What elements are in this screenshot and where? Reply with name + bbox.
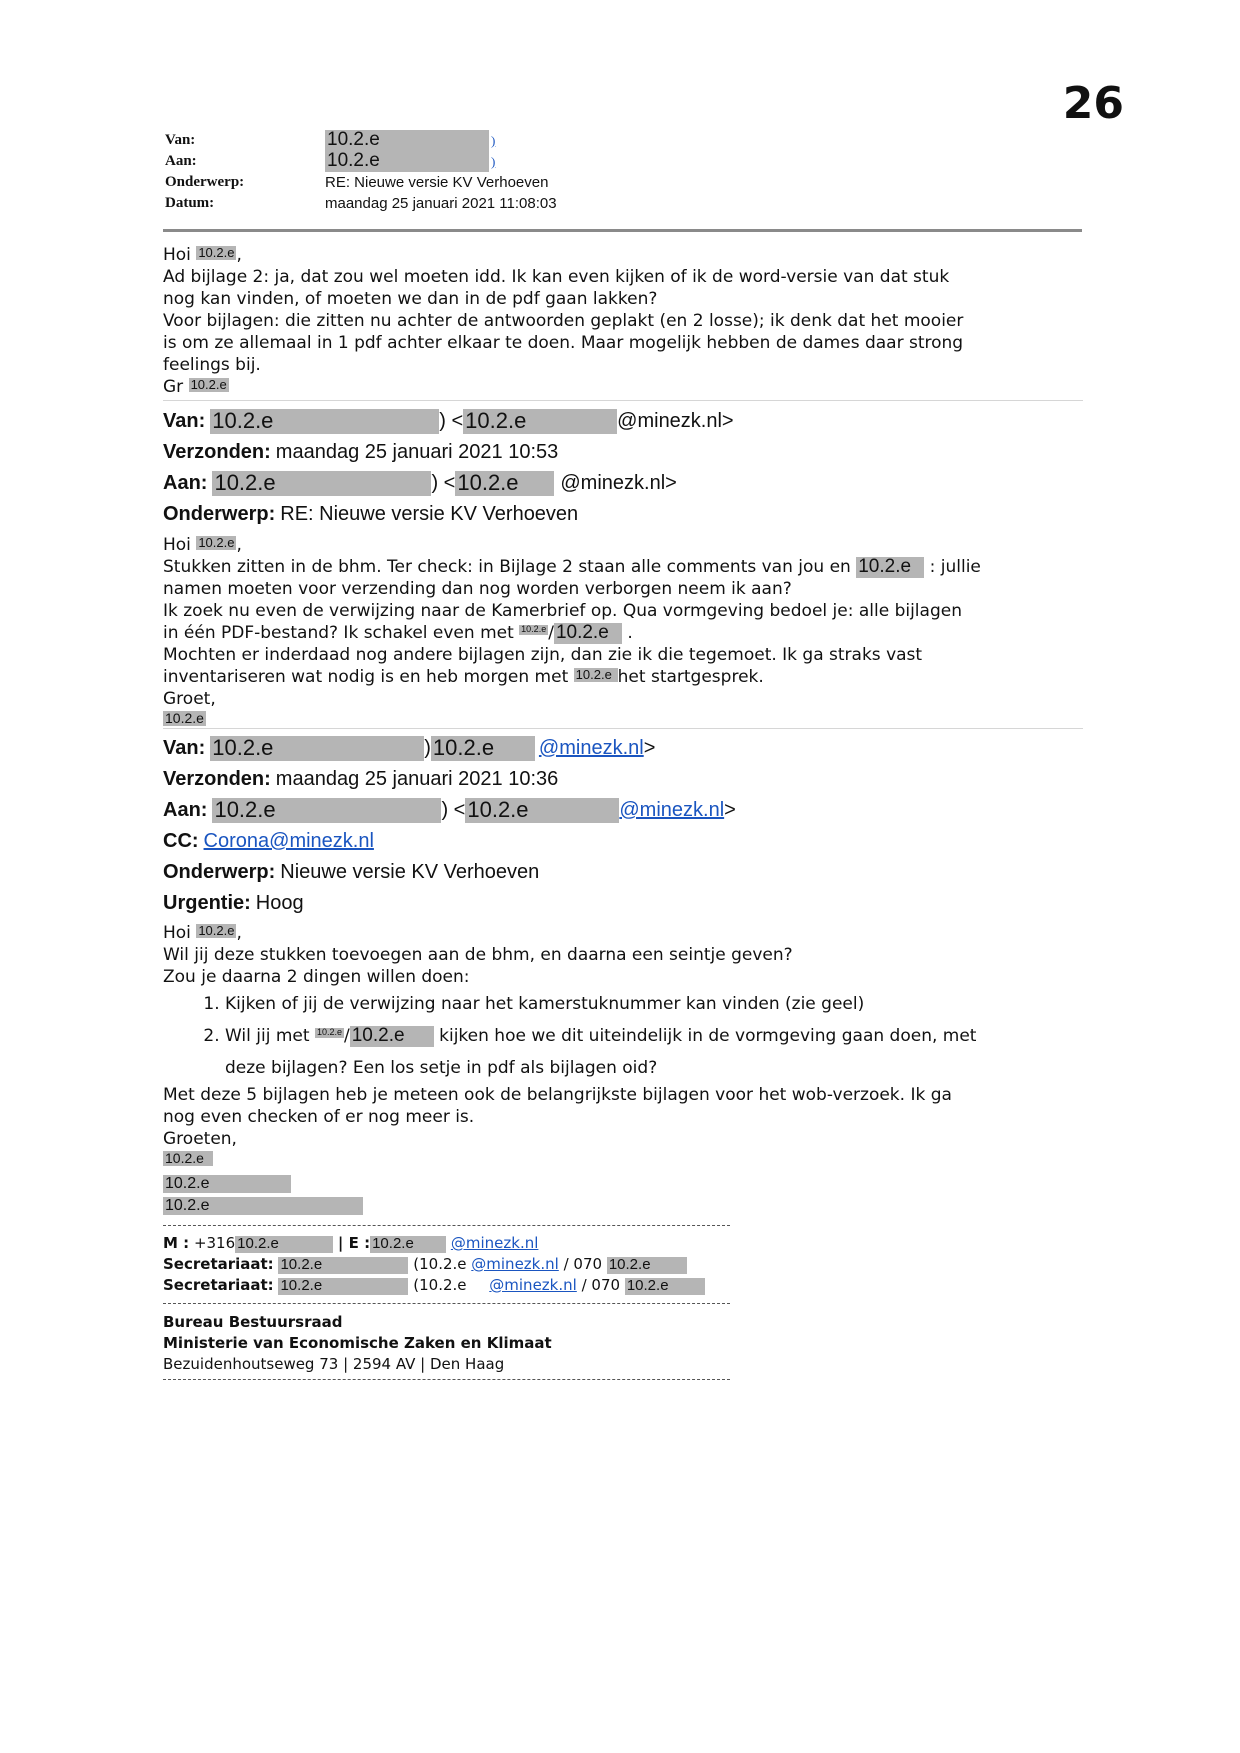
- signature-divider: [163, 1303, 730, 1304]
- redacted-signature: 10.2.e: [165, 710, 204, 726]
- mail2-line1a: Stukken zitten in de bhm. Ter check: in Bijlage 2 staan alle comments van jou en: [163, 557, 851, 577]
- task-item-2a: Wil jij met: [225, 1026, 310, 1046]
- redacted-signature: 10.2.e: [163, 1151, 213, 1166]
- mail3-sent-date: maandag 25 januari 2021 10:36: [275, 768, 559, 790]
- header-divider: [163, 229, 1082, 232]
- mail2-aan-label: Aan:: [163, 472, 208, 494]
- redacted-name: 10.2.e: [856, 557, 924, 578]
- mail3-header: Van: 10.2.e ) 10.2.e @minezk.nl > Verzonden: maandag 25 januari 2021 10:36 Aan: 10.2.e ) < 10.2.e @minezk.nl > CC: Corona@minezk.nl Onderwerp: Nieuwe versie KV Verhoeven Urgentie: Hoog: [163, 735, 736, 914]
- contact-block: [163, 1233, 705, 1296]
- mail1-greeting: Hoi: [163, 245, 191, 265]
- redacted-email: 10.2.e: [455, 471, 554, 495]
- mobile-prefix: +316: [193, 1234, 236, 1252]
- mail3-van-label: Van:: [163, 737, 206, 759]
- redacted-name: 10.2.e: [278, 1257, 408, 1274]
- redacted-name: 10.2.e: [554, 623, 622, 644]
- mail3-recipient-email-link[interactable]: @minezk.nl: [619, 799, 725, 821]
- mail2-line1b: : jullie: [929, 557, 981, 577]
- signature-divider: [163, 1225, 730, 1226]
- mail3-body: Hoi 10.2.e , Wil jij deze stukken toevoegen aan de bhm, en daarna een seintje geven? Zou je daarna 2 dingen willen doen: 1. Kijken of jij de verwijzing naar het kamerstuknummer kan vinden (zie geel) 2. Wil jij met 10.2.e / 10.2.e kijken hoe we dit uiteindelijk in de vormgeving gaan doen, met deze bijlagen? Een los setje in pdf als bijlagen oid? Met deze 5 bijlagen heb je meteen ook de belangrijkste bijlagen voor het wob-verzoek. Ik ga nog even checken of er nog meer is. Groeten, 10.2.e 10.2.e 10.2.e: [163, 922, 1083, 1216]
- mail1-body: Hoi 10.2.e , Ad bijlage 2: ja, dat zou wel moeten idd. Ik kan even kijken of ik de word-versie van dat stuk nog kan vinden, of moeten we dan in de pdf gaan lakken? Voor bijlagen: die zitten nu achter de antwoorden geplakt (en 2 losse); ik denk dat het mooier is om ze allemaal in 1 pdf achter elkaar te doen. Maar mogelijk hebben de dames daar strong feelings bij. Gr 10.2.e: [163, 244, 1083, 398]
- task-item-2c: deze bijlagen? Een los setje in pdf als bijlagen oid?: [225, 1058, 658, 1078]
- mail2-onderwerp-label: Onderwerp:: [163, 503, 276, 525]
- mail2-subject: RE: Nieuwe versie KV Verhoeven: [280, 503, 579, 525]
- redacted-name: 10.2.e: [521, 624, 547, 634]
- mail2-signoff: Groet,: [163, 689, 216, 709]
- datum-label: Datum:: [165, 195, 215, 211]
- mail3-line1: Wil jij deze stukken toevoegen aan de bhm, en daarna een seintje geven?: [163, 945, 793, 965]
- mail1-line1: Ad bijlage 2: ja, dat zou wel moeten idd. Ik kan even kijken of ik de word-versie van dat stuk: [163, 267, 950, 287]
- redacted-name: 10.2.e: [278, 1278, 408, 1295]
- redacted-email: 10.2.e: [465, 798, 619, 822]
- date: maandag 25 januari 2021 11:08:03: [325, 195, 557, 212]
- mail3-line2: Zou je daarna 2 dingen willen doen:: [163, 967, 470, 987]
- redacted-name: 10.2.e: [198, 923, 235, 938]
- redacted-email: 10.2.e: [431, 736, 535, 760]
- mail2-verzonden-label: Verzonden:: [163, 441, 271, 463]
- mail1-line4: is om ze allemaal in 1 pdf achter elkaar te doen. Maar mogelijk hebben de dames daar strong: [163, 333, 964, 353]
- mail2-van-label: Van:: [163, 410, 206, 432]
- mail3-verzonden-label: Verzonden:: [163, 768, 271, 790]
- redacted-signature: 10.2.e: [163, 1175, 291, 1193]
- redacted-email: 10.2.e: [463, 409, 617, 433]
- mail2-line6a: inventariseren wat nodig is en heb morgen met: [163, 667, 569, 687]
- mail3-cc-link[interactable]: Corona@minezk.nl: [203, 830, 374, 852]
- mail2-domain: @minezk.nl>: [617, 410, 734, 432]
- mail3-cc-label: CC:: [163, 830, 199, 852]
- mail2-header: Van: 10.2.e ) < 10.2.e @minezk.nl> Verzonden: maandag 25 januari 2021 10:53 Aan: 10.2.e ) < 10.2.e @minezk.nl> Onderwerp: RE: Nieuwe versie KV Verhoeven: [163, 408, 734, 525]
- redacted-name: 10.2.e: [198, 535, 235, 550]
- secretariaat-paren: (10.2.e: [413, 1276, 467, 1294]
- page-number: 26: [1062, 78, 1124, 129]
- mail3-line4: nog even checken of er nog meer is.: [163, 1107, 475, 1127]
- onderwerp-label: Onderwerp:: [165, 174, 245, 190]
- mail3-line3: Met deze 5 bijlagen heb je meteen ook de belangrijkste bijlagen voor het wob-verzoek. Ik ga: [163, 1085, 952, 1105]
- mail3-signoff: Groeten,: [163, 1129, 237, 1149]
- mail3-aan-label: Aan:: [163, 799, 208, 821]
- van-label: Van:: [165, 132, 196, 148]
- mail-separator: [163, 400, 1083, 401]
- redacted-name: 10.2.e: [198, 245, 235, 260]
- redacted-phone: 10.2.e: [625, 1278, 705, 1295]
- task-item-2: 2. Wil jij met 10.2.e / 10.2.e kijken hoe we dit uiteindelijk in de vormgeving gaan doen, met deze bijlagen? Een los setje in pdf als bijlagen oid?: [225, 1020, 1083, 1084]
- redacted-sender: 10.2.e: [325, 130, 489, 151]
- signature-divider: [163, 1379, 730, 1380]
- redacted-name: 10.2.e: [574, 668, 618, 682]
- mobile-label: M :: [163, 1234, 190, 1252]
- redacted-sender: 10.2.e: [210, 736, 424, 760]
- redacted-recipient: 10.2.e: [325, 151, 489, 172]
- task-item-2b: kijken hoe we dit uiteindelijk in de vormgeving gaan doen, met: [439, 1026, 977, 1046]
- redacted-name: 10.2.e: [190, 377, 227, 392]
- mail3-subject: Nieuwe versie KV Verhoeven: [280, 861, 540, 883]
- redacted-name: 10.2.e: [316, 1027, 342, 1037]
- secretariaat-email-link[interactable]: @minezk.nl: [489, 1276, 577, 1294]
- mail2-line3: Ik zoek nu even de verwijzing naar de Kamerbrief op. Qua vormgeving bedoel je: alle bijlagen: [163, 601, 962, 621]
- redacted-recipient: 10.2.e: [212, 798, 441, 822]
- email-label: | E :: [337, 1234, 371, 1252]
- secretariaat-label: Secretariaat:: [163, 1255, 274, 1273]
- mail2-greeting: Hoi: [163, 535, 191, 555]
- task-item-1: 1. Kijken of jij de verwijzing naar het kamerstuknummer kan vinden (zie geel): [225, 988, 1083, 1020]
- mail2-body: Hoi 10.2.e , Stukken zitten in de bhm. Ter check: in Bijlage 2 staan alle comments van jou en 10.2.e : jullie namen moeten voor verzending dan nog worden verborgen neem ik aan? Ik zoek nu even de verwijzing naar de Kamerbrief op. Qua vormgeving bedoel je: alle bijlagen in één PDF-bestand? Ik schakel even met 10.2.e / 10.2.e . Mochten er inderdaad nog andere bijlagen zijn, dan zie ik die tegemoet. Ik ga straks vast inventariseren wat nodig is en heb morgen met 10.2.e het startgesprek. Groet, 10.2.e: [163, 534, 1083, 732]
- mail2-line4: in één PDF-bestand? Ik schakel even met: [163, 623, 514, 643]
- recipient-link[interactable]: ): [491, 153, 496, 169]
- redacted-email: 10.2.e: [370, 1236, 446, 1253]
- mail2-line2: namen moeten voor verzending dan nog worden verborgen neem ik aan?: [163, 579, 792, 599]
- mail1-signoff: Gr: [163, 377, 184, 397]
- org-address: Bezuidenhoutseweg 73 | 2594 AV | Den Haag: [163, 1355, 505, 1373]
- sender-link[interactable]: ): [491, 132, 496, 148]
- organisation-block: [163, 1312, 552, 1375]
- mail-separator: [163, 728, 1083, 729]
- mail2-line5: Mochten er inderdaad nog andere bijlagen zijn, dan zie ik die tegemoet. Ik ga straks vast: [163, 645, 923, 665]
- mail2-domain: @minezk.nl>: [560, 472, 677, 494]
- mail1-line3: Voor bijlagen: die zitten nu achter de antwoorden geplakt (en 2 losse); ik denk dat het mooier: [163, 311, 964, 331]
- redacted-signature: 10.2.e: [163, 1197, 363, 1215]
- redacted-phone: 10.2.e: [235, 1236, 333, 1253]
- secretariaat-paren: (10.2.e: [413, 1255, 467, 1273]
- subject: RE: Nieuwe versie KV Verhoeven: [325, 174, 549, 191]
- redacted-phone: 10.2.e: [607, 1257, 687, 1274]
- mail1-line2: nog kan vinden, of moeten we dan in de pdf gaan lakken?: [163, 289, 658, 309]
- mail3-sender-email-link[interactable]: @minezk.nl: [538, 737, 644, 759]
- redacted-recipient: 10.2.e: [212, 471, 431, 495]
- mail3-urgency: Hoog: [255, 892, 304, 914]
- redacted-sender: 10.2.e: [210, 409, 439, 433]
- mail3-greeting: Hoi: [163, 923, 191, 943]
- email-header: [165, 130, 557, 214]
- aan-label: Aan:: [165, 153, 197, 169]
- mail1-line5: feelings bij.: [163, 355, 261, 375]
- contact-email-link[interactable]: @minezk.nl: [450, 1234, 539, 1252]
- mail3-urgentie-label: Urgentie:: [163, 892, 251, 914]
- phone-prefix: / 070: [563, 1255, 603, 1273]
- task-list: [163, 988, 1083, 1084]
- phone-prefix: / 070: [581, 1276, 621, 1294]
- redacted-name: 10.2.e: [350, 1026, 434, 1047]
- org-department: Bureau Bestuursraad: [163, 1313, 343, 1331]
- mail2-sent-date: maandag 25 januari 2021 10:53: [275, 441, 559, 463]
- mail2-line6b: het startgesprek.: [617, 667, 764, 687]
- org-ministry: Ministerie van Economische Zaken en Klimaat: [163, 1334, 552, 1352]
- secretariaat-label: Secretariaat:: [163, 1276, 274, 1294]
- mail3-onderwerp-label: Onderwerp:: [163, 861, 276, 883]
- secretariaat-email-link[interactable]: @minezk.nl: [471, 1255, 559, 1273]
